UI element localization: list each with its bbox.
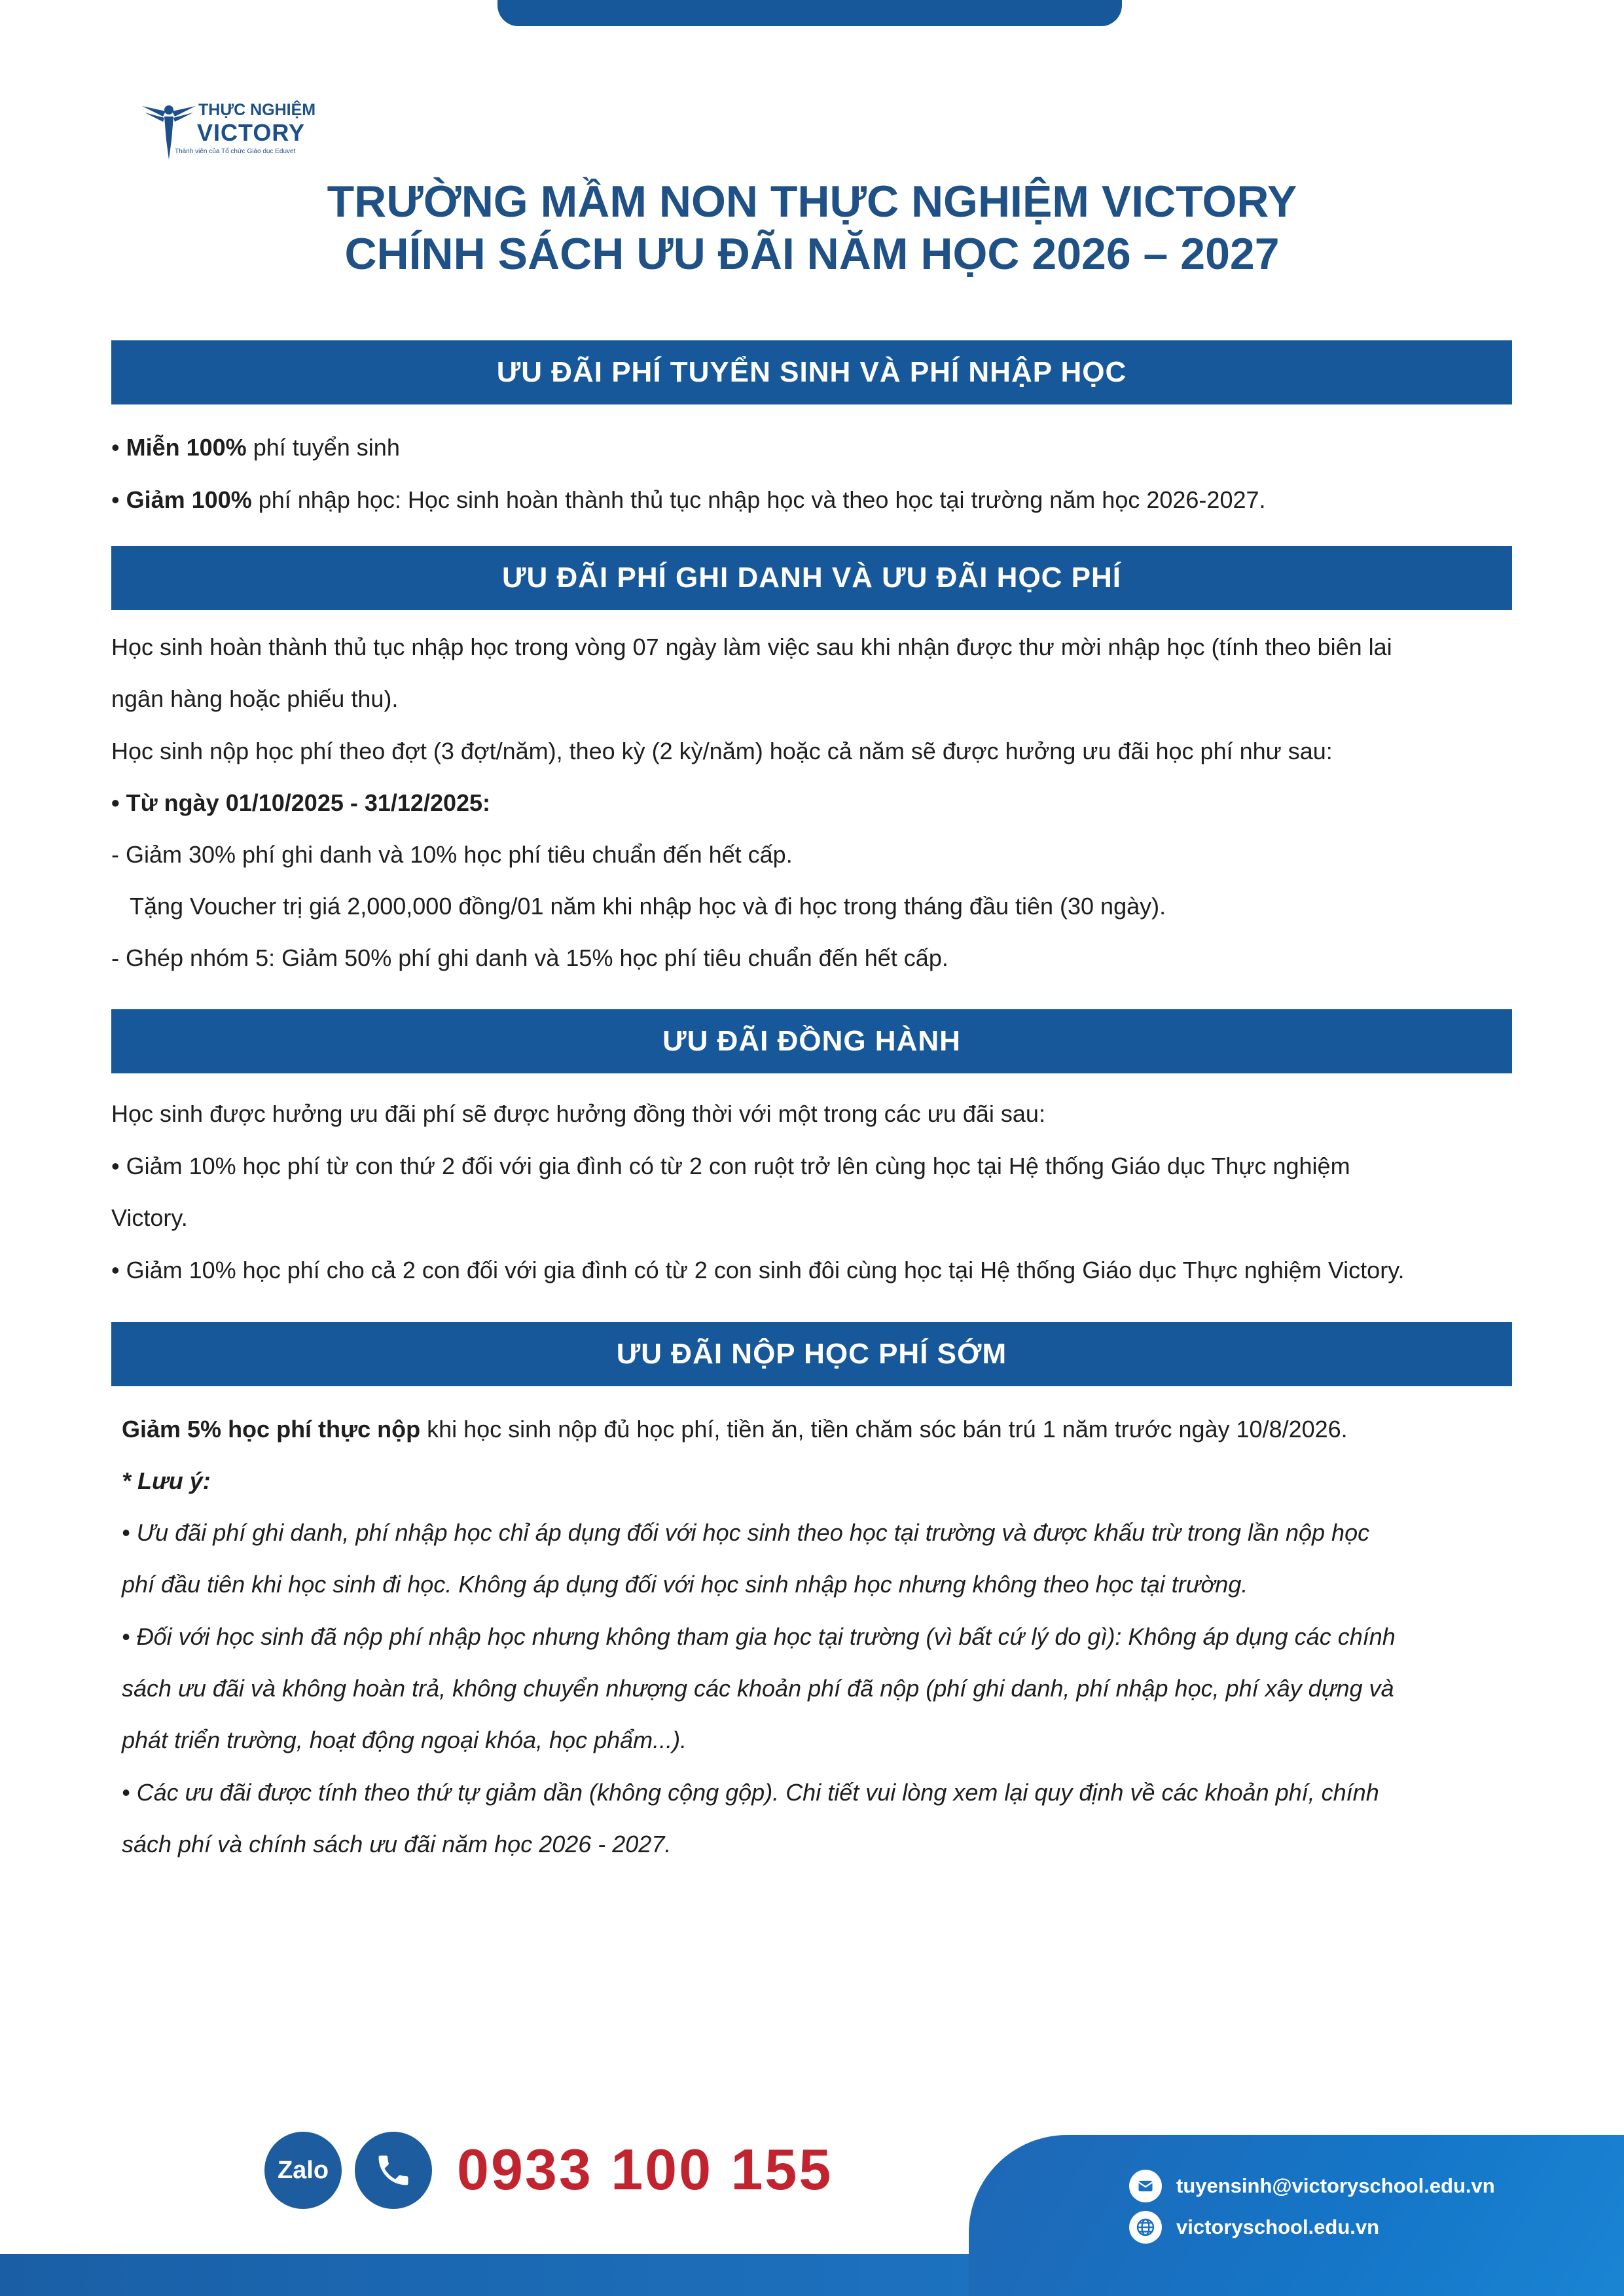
page-title-line1: TRƯỜNG MẦM NON THỰC NGHIỆM VICTORY <box>327 177 1297 226</box>
zalo-button[interactable] <box>264 2132 342 2209</box>
logo-tagline: Thành viên của Tổ chức Giáo dục Eduvet <box>175 148 296 155</box>
top-decoration <box>497 0 1122 26</box>
section1-heading: ƯU ĐÃI PHÍ TUYỂN SINH VÀ PHÍ NHẬP HỌC <box>111 340 1512 404</box>
section2-voucher: Tặng Voucher trị giá 2,000,000 đồng/01 năm khi nhập học và đi học trong tháng đầu tiên (30 ngày). <box>130 893 1166 920</box>
email-icon <box>1129 2170 1162 2202</box>
hotline-number[interactable]: 0933 100 155 <box>457 2137 833 2202</box>
note1b: phí đầu tiên khi học sinh đi học. Không áp dụng đối với học sinh nhập học nhưng không theo học tại trường. <box>122 1571 1248 1598</box>
section2-discount-group: - Ghép nhóm 5: Giảm 50% phí ghi danh và 15% học phí tiêu chuẩn đến hết cấp. <box>111 944 948 971</box>
website-contact[interactable] <box>1129 2211 1379 2244</box>
note2a: • Đối với học sinh đã nộp phí nhập học nhưng không tham gia học tại trường (vì bất cứ lý do gì): Không áp dụng các chính <box>122 1623 1396 1650</box>
section4-para1: Giảm 5% học phí thực nộp khi học sinh nộp đủ học phí, tiền ăn, tiền chăm sóc bán trú 1 năm trước ngày 10/8/2026. <box>122 1416 1348 1443</box>
section2-para1b: ngân hàng hoặc phiếu thu). <box>111 685 399 712</box>
note3b: sách phí và chính sách ưu đãi năm học 2026 - 2027. <box>122 1831 672 1857</box>
section2-period: • Từ ngày 01/10/2025 - 31/12/2025: <box>111 789 491 816</box>
section3-heading: ƯU ĐÃI ĐỒNG HÀNH <box>111 1009 1512 1073</box>
note2b: sách ưu đãi và không hoàn trả, không chuyển nhượng các khoản phí đã nộp (phí ghi danh, phí nhập học, phí xây dựng và <box>122 1675 1394 1702</box>
phone-button[interactable] <box>355 2132 432 2209</box>
zalo-label: Zalo <box>277 2156 329 2184</box>
phone-icon <box>374 2151 413 2190</box>
section2-discount1: - Giảm 30% phí ghi danh và 10% học phí tiêu chuẩn đến hết cấp. <box>111 841 793 868</box>
globe-icon <box>1129 2211 1162 2244</box>
section2-para1a: Học sinh hoàn thành thủ tục nhập học trong vòng 07 ngày làm việc sau khi nhận được thư mời nhập học (tính theo biên lai <box>111 634 1392 660</box>
email-text: tuyensinh@victoryschool.edu.vn <box>1176 2174 1495 2197</box>
section3-bullet1a: • Giảm 10% học phí từ con thứ 2 đối với gia đình có từ 2 con ruột trở lên cùng học tại Hệ thống Giáo dục Thực nghiệm <box>111 1153 1350 1179</box>
section1-bullet1: • Miễn 100% phí tuyển sinh <box>111 434 400 461</box>
section2-para2: Học sinh nộp học phí theo đợt (3 đợt/năm), theo kỳ (2 kỳ/năm) hoặc cả năm sẽ được hưởng ưu đãi học phí như sau: <box>111 738 1333 764</box>
section2-heading: ƯU ĐÃI PHÍ GHI DANH VÀ ƯU ĐÃI HỌC PHÍ <box>111 546 1512 610</box>
logo-line2: VICTORY <box>197 119 306 146</box>
note2c: phát triển trường, hoạt động ngoại khóa, học phẩm...). <box>122 1727 687 1753</box>
email-contact[interactable] <box>1129 2170 1495 2202</box>
section3-para1: Học sinh được hưởng ưu đãi phí sẽ được hưởng đồng thời với một trong các ưu đãi sau: <box>111 1100 1045 1127</box>
section4-heading: ƯU ĐÃI NỘP HỌC PHÍ SỚM <box>111 1322 1512 1386</box>
page-title-line2: CHÍNH SÁCH ƯU ĐÃI NĂM HỌC 2026 – 2027 <box>344 229 1280 279</box>
logo-line1: THỰC NGHIỆM <box>198 101 316 119</box>
note-label: * Lưu ý: <box>122 1467 211 1494</box>
note3a: • Các ưu đãi được tính theo thứ tự giảm dần (không cộng gộp). Chi tiết vui lòng xem lại quy định về các khoản phí, chính <box>122 1779 1379 1806</box>
section3-bullet1b: Victory. <box>111 1204 188 1231</box>
section1-bullet2: • Giảm 100% phí nhập học: Học sinh hoàn thành thủ tục nhập học và theo học tại trường năm học 2026-2027. <box>111 486 1266 513</box>
section3-bullet2: • Giảm 10% học phí cho cả 2 con đối với gia đình có từ 2 con sinh đôi cùng học tại Hệ thống Giáo dục Thực nghiệm Victory. <box>111 1257 1405 1283</box>
school-logo <box>141 97 316 162</box>
note1a: • Ưu đãi phí ghi danh, phí nhập học chỉ áp dụng đối với học sinh theo học tại trường và được khấu trừ trong lần nộp học <box>122 1519 1370 1546</box>
website-text: victoryschool.edu.vn <box>1176 2215 1380 2238</box>
